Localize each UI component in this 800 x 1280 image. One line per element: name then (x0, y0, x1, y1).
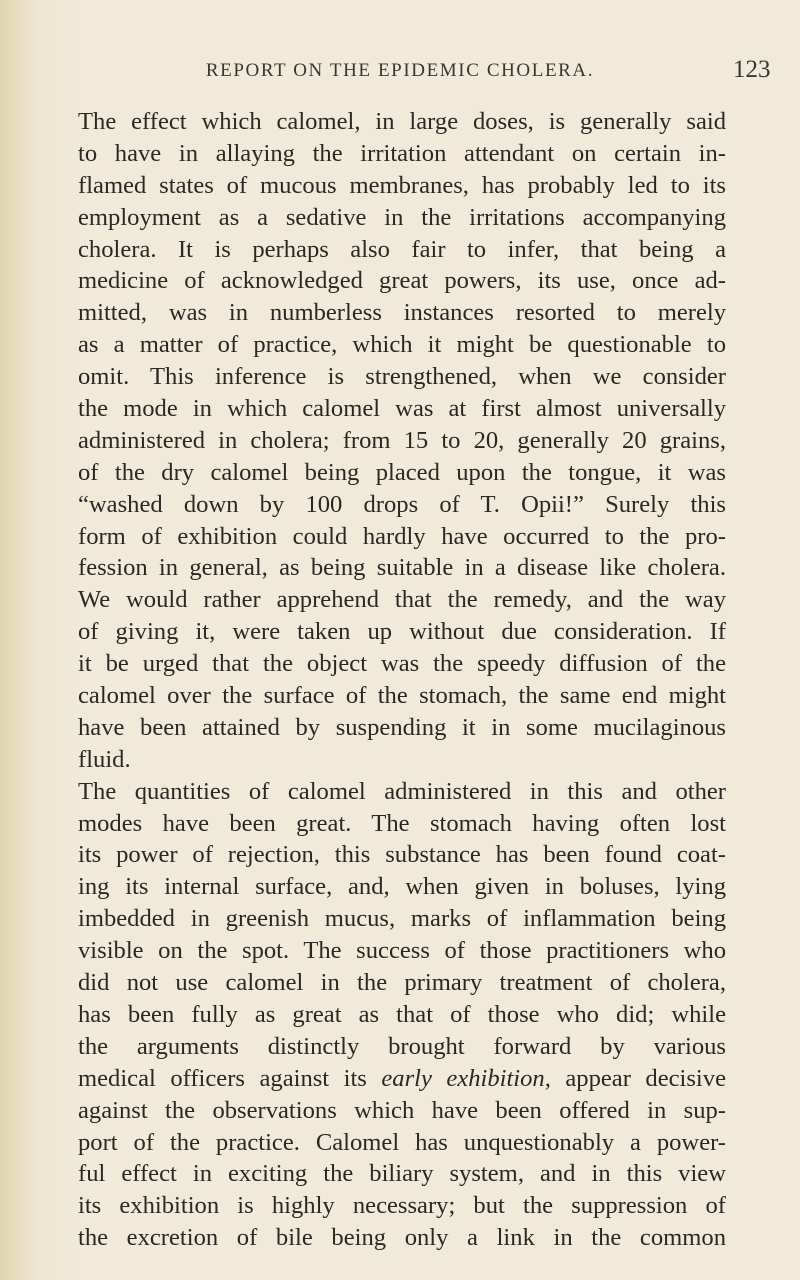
page-number: 123 (733, 56, 771, 83)
text-line: its power of rejection, this substance has been found coat- (78, 841, 726, 869)
text-line: have been attained by suspending it in some mucilaginous (78, 713, 726, 741)
text-line: administered in cholera; from 15 to 20, generally 20 grains, (78, 426, 726, 454)
page-header (0, 56, 800, 92)
text-line: form of exhibition could hardly have occurred to the pro- (78, 522, 726, 550)
text-line: port of the practice. Calomel has unquestionably a power- (78, 1128, 726, 1156)
text-line: flamed states of mucous membranes, has probably led to its (78, 171, 726, 199)
running-title: REPORT ON THE EPIDEMIC CHOLERA. (205, 60, 595, 81)
text-line: The quantities of calomel administered in this and other (78, 777, 726, 805)
text-line: the excretion of bile being only a link in the common (78, 1224, 726, 1252)
text-line: to have in allaying the irritation attendant on certain in- (78, 139, 726, 167)
text-line: omit. This inference is strengthened, when we consider (78, 363, 726, 391)
text-line: fession in general, as being suitable in a disease like cholera. (78, 554, 726, 582)
text-line: We would rather apprehend that the remedy, and the way (78, 586, 726, 614)
text-line: medicine of acknowledged great powers, its use, once ad- (78, 267, 726, 295)
text-line: it be urged that the object was the speedy diffusion of the (78, 650, 726, 678)
text-line: employment as a sedative in the irritations accompanying (78, 203, 726, 231)
paragraph-end-line: fluid. (78, 745, 131, 773)
text-line: ing its internal surface, and, when given in boluses, lying (78, 873, 726, 901)
text-line: of giving it, were taken up without due consideration. If (78, 618, 726, 646)
text-line: ful effect in exciting the biliary system, and in this view (78, 1160, 726, 1188)
text-line-with-italic (78, 1063, 726, 1095)
text-line: the arguments distinctly brought forward by various (78, 1032, 726, 1060)
text-line: visible on the spot. The success of those practitioners who (78, 937, 726, 965)
text-line: did not use calomel in the primary treatment of cholera, (78, 969, 726, 997)
text-line: of the dry calomel being placed upon the tongue, it was (78, 458, 726, 486)
text-segment: appear decisive (550, 1064, 726, 1092)
text-line: against the observations which have been offered in sup- (78, 1096, 726, 1124)
text-line: modes have been great. The stomach having often lost (78, 809, 726, 837)
text-line: the mode in which calomel was at first almost universally (78, 395, 726, 423)
text-line: as a matter of practice, which it might be questionable to (78, 331, 726, 359)
body-text (78, 106, 726, 1254)
text-segment: medical officers against its (78, 1064, 382, 1092)
text-line: has been fully as great as that of those who did; while (78, 1000, 726, 1028)
text-line: imbedded in greenish mucus, marks of inflammation being (78, 905, 726, 933)
italic-phrase: early exhibition, (381, 1064, 551, 1092)
text-line: calomel over the surface of the stomach, the same end might (78, 682, 726, 710)
text-line: its exhibition is highly necessary; but the suppression of (78, 1192, 726, 1220)
text-line: mitted, was in numberless instances resorted to merely (78, 299, 726, 327)
text-line: “washed down by 100 drops of T. Opii!” Surely this (78, 490, 726, 518)
text-line: cholera. It is perhaps also fair to infer, that being a (78, 235, 726, 263)
text-line: The effect which calomel, in large doses, is generally said (78, 108, 726, 135)
